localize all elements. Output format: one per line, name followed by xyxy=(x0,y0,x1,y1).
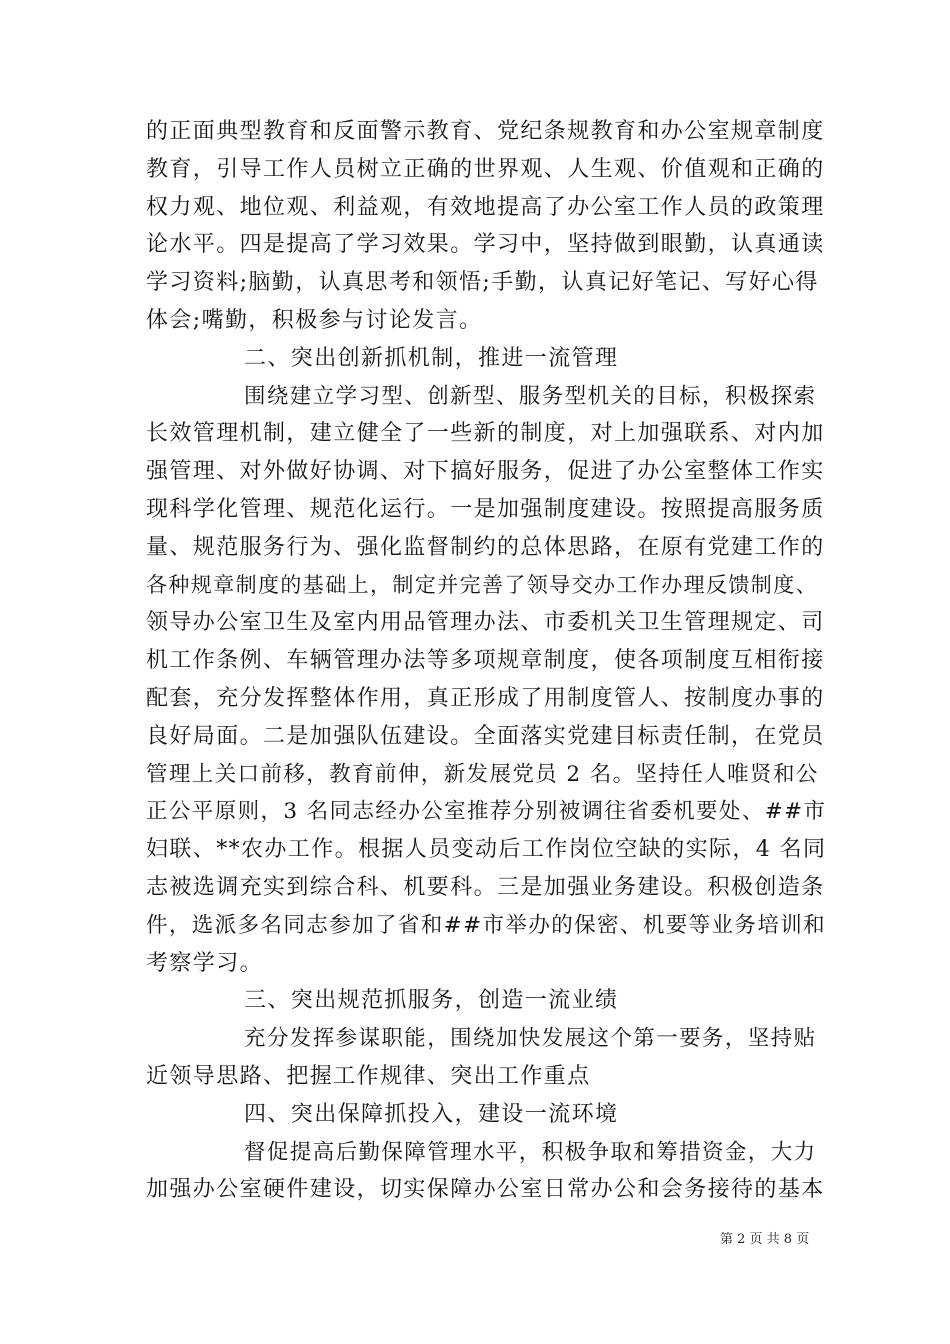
section-heading: 四、突出保障抓投入，建设一流环境 xyxy=(244,1101,619,1127)
text-line: 妇联、**农办工作。根据人员变动后工作岗位空缺的实际，4 名同 xyxy=(146,837,827,863)
text-line: 量、规范服务行为、强化监督制约的总体思路，在原有党建工作的 xyxy=(146,534,825,560)
text-line: 权力观、地位观、利益观，有效地提高了办公室工作人员的政策理 xyxy=(146,194,825,220)
text-line: 督促提高后勤保障管理水平，积极争取和筹措资金，大力 xyxy=(244,1139,817,1165)
text-line: 围绕建立学习型、创新型、服务型机关的目标，积极探索 xyxy=(244,383,817,409)
text-line: 长效管理机制，建立健全了一些新的制度，对上加强联系、对内加 xyxy=(146,421,825,447)
text-line: 机工作条例、车辆管理办法等多项规章制度，使各项制度互相衔接 xyxy=(146,648,825,674)
text-line: 体会;嘴勤，积极参与讨论发言。 xyxy=(146,307,483,333)
section-heading: 三、突出规范抓服务，创造一流业绩 xyxy=(244,988,619,1014)
text-line: 学习资料;脑勤，认真思考和领悟;手勤，认真记好笔记、写好心得 xyxy=(146,270,819,296)
text-line: 配套，充分发挥整体作用，真正形成了用制度管人、按制度办事的 xyxy=(146,685,825,711)
text-line: 考察学习。 xyxy=(146,950,264,976)
text-line: 志被选调充实到综合科、机要科。三是加强业务建设。积极创造条 xyxy=(146,874,825,900)
text-line: 近领导思路、把握工作规律、突出工作重点 xyxy=(146,1063,591,1089)
text-line: 件，选派多名同志参加了省和##市举办的保密、机要等业务培训和 xyxy=(146,912,827,938)
text-line: 良好局面。二是加强队伍建设。全面落实党建目标责任制，在党员 xyxy=(146,723,825,749)
text-line: 正公平原则，3 名同志经办公室推荐分别被调往省委机要处、##市 xyxy=(146,799,827,825)
page-number-footer: 第 2 页 共 8 页 xyxy=(720,1232,810,1247)
text-line: 加强办公室硬件建设，切实保障办公室日常办公和会务接待的基本 xyxy=(146,1177,825,1203)
text-line: 现科学化管理、规范化运行。一是加强制度建设。按照提高服务质 xyxy=(146,496,825,522)
text-line: 充分发挥参谋职能，围绕加快发展这个第一要务，坚持贴 xyxy=(244,1026,817,1052)
section-heading: 二、突出创新抓机制，推进一流管理 xyxy=(244,345,619,371)
text-line: 各种规章制度的基础上，制定并完善了领导交办工作办理反馈制度、 xyxy=(146,572,818,597)
document-body xyxy=(146,113,826,1209)
text-line: 的正面典型教育和反面警示教育、党纪条规教育和办公室规章制度 xyxy=(146,119,825,144)
text-line: 强管理、对外做好协调、对下搞好服务，促进了办公室整体工作实 xyxy=(146,459,825,485)
text-line: 管理上关口前移，教育前伸，新发展党员 2 名。坚持任人唯贤和公 xyxy=(146,761,819,787)
text-line: 论水平。四是提高了学习效果。学习中，坚持做到眼勤，认真通读 xyxy=(146,232,825,258)
text-line: 领导办公室卫生及室内用品管理办法、市委机关卫生管理规定、司 xyxy=(146,610,825,636)
text-line: 教育，引导工作人员树立正确的世界观、人生观、价值观和正确的 xyxy=(146,156,825,182)
